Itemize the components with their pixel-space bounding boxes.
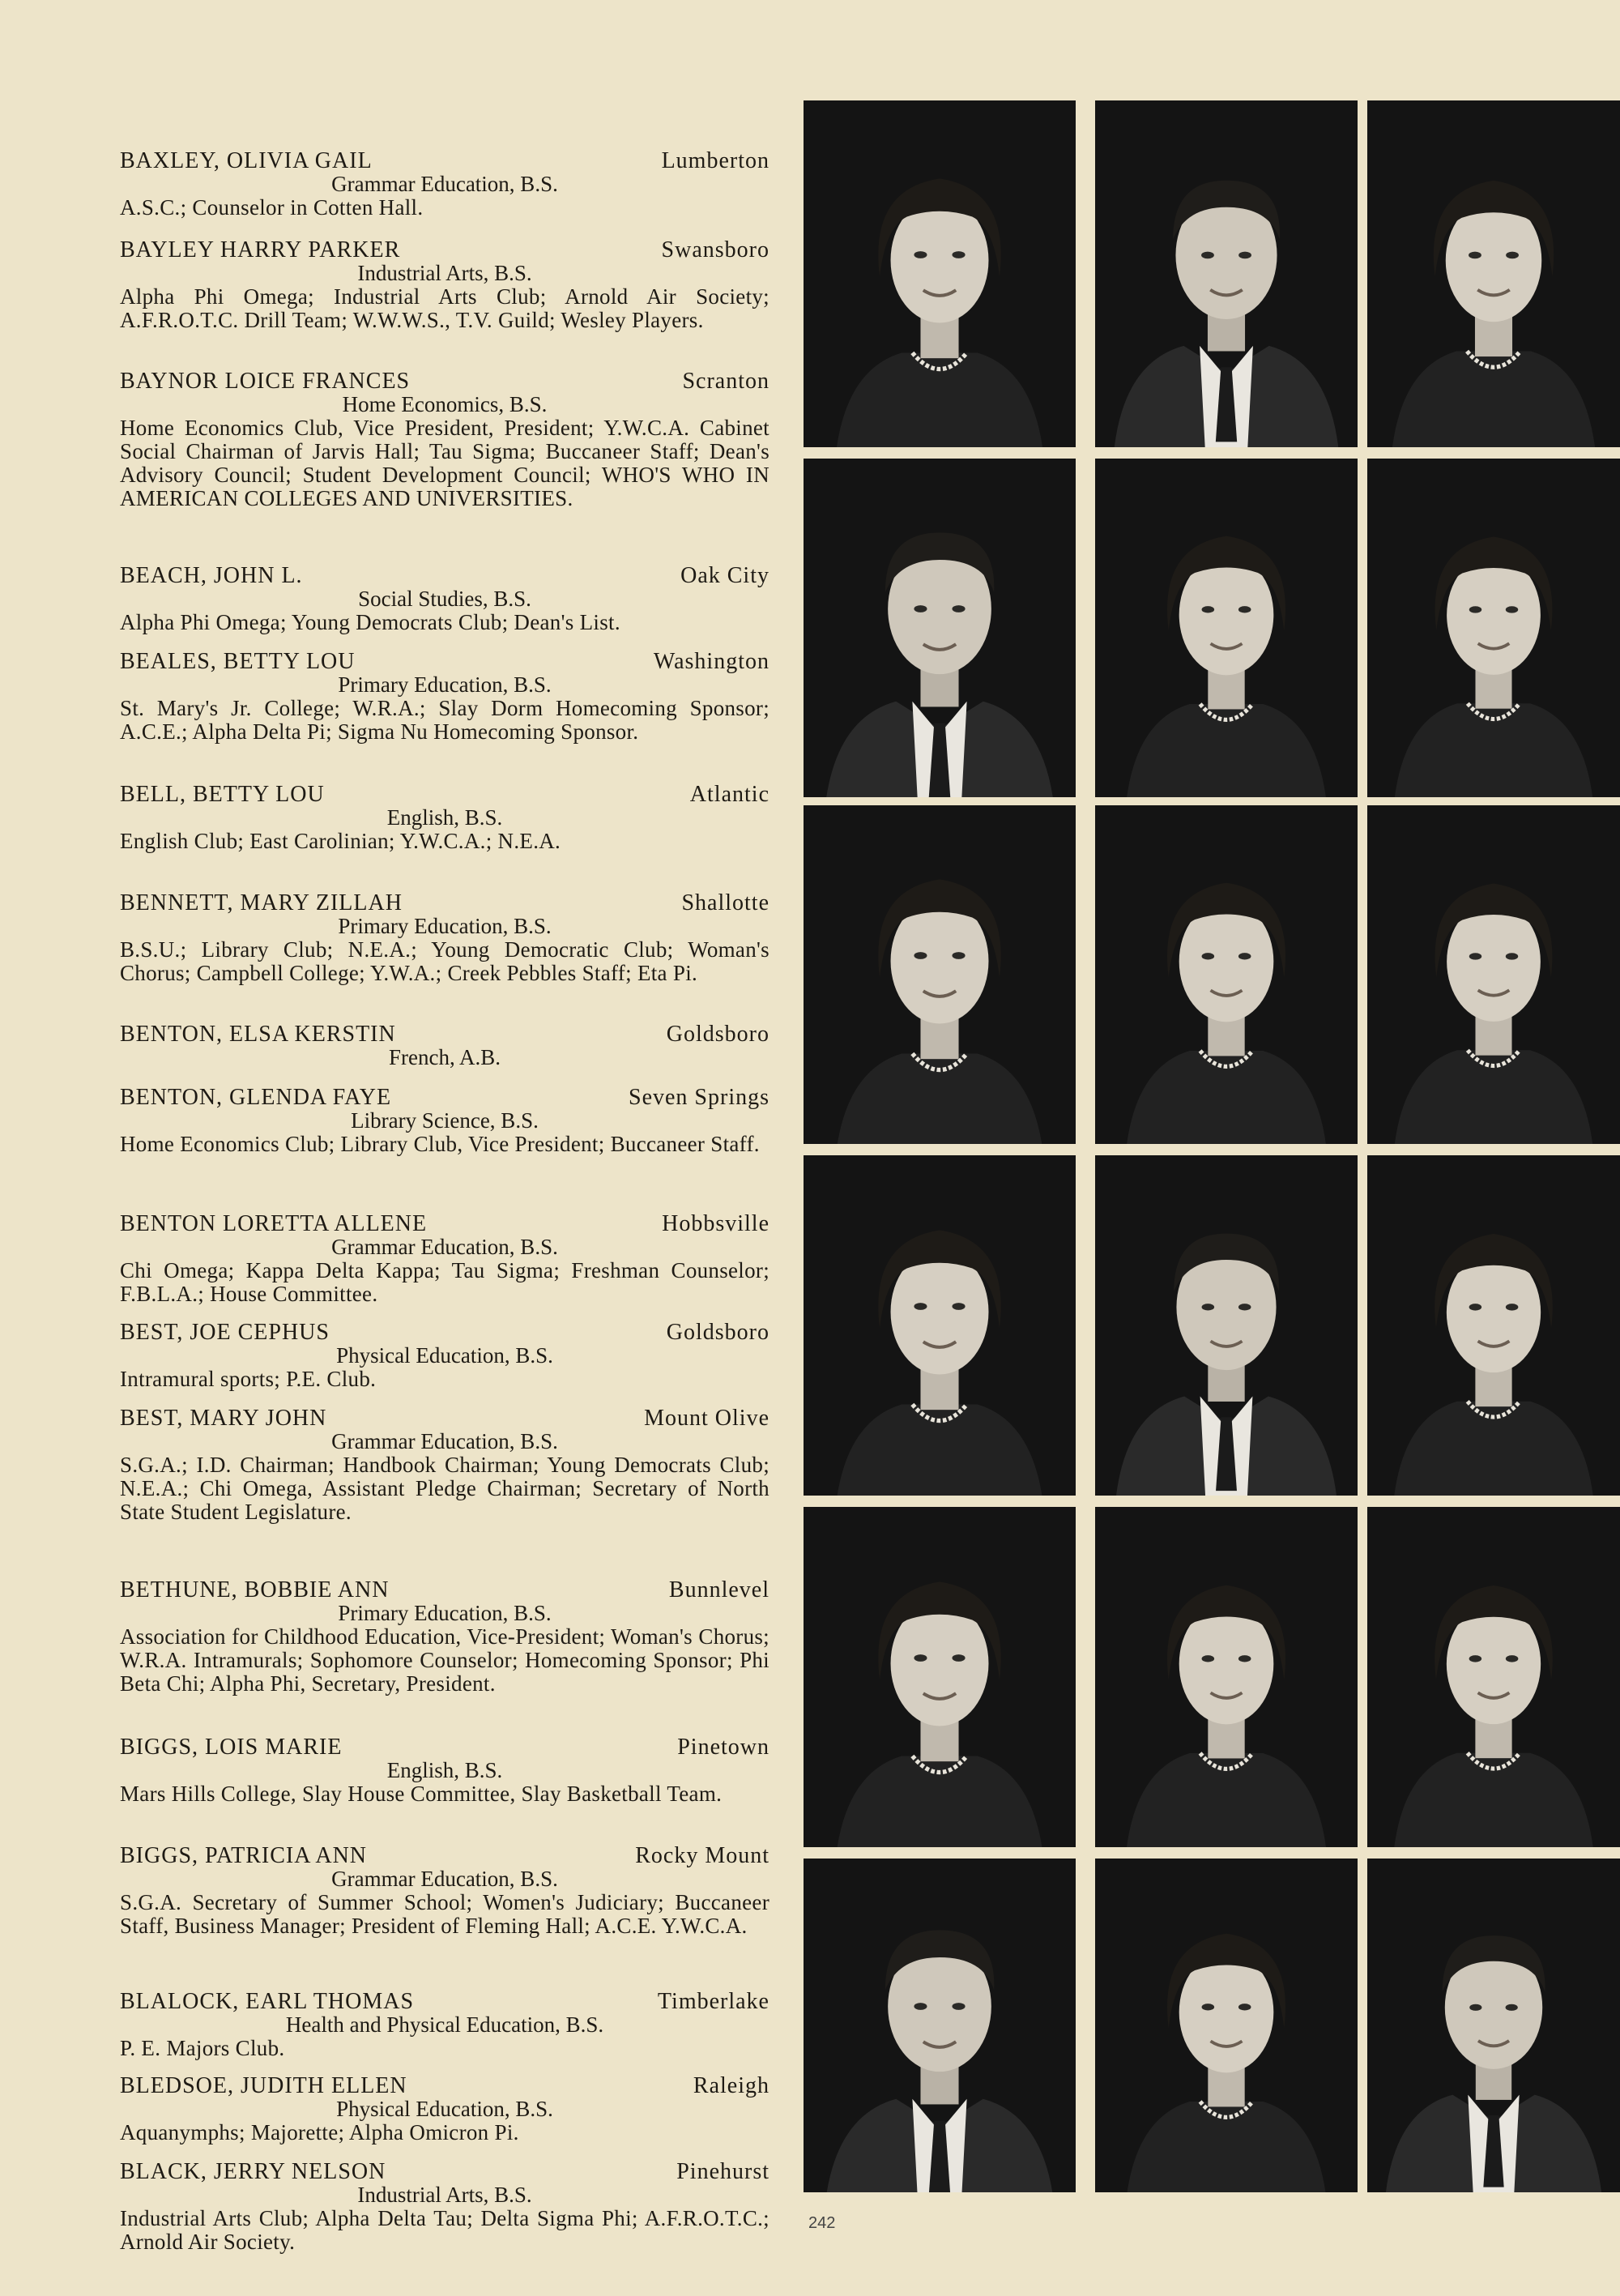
student-degree: Grammar Education, B.S.	[331, 1429, 558, 1453]
student-degree: Library Science, B.S.	[351, 1108, 539, 1133]
student-activities: Home Economics Club; Library Club, Vice President; Buccaneer Staff.	[120, 1132, 760, 1156]
student-portrait	[1095, 805, 1358, 1144]
student-entry	[120, 2160, 770, 2254]
student-hometown: Rocky Mount	[635, 1843, 770, 1868]
student-entry	[120, 1321, 770, 1391]
student-name: BEACH, JOHN L.	[120, 563, 303, 588]
student-entry	[120, 650, 770, 744]
student-name: BLACK, JERRY NELSON	[120, 2159, 386, 2184]
student-name: BAXLEY, OLIVIA GAIL	[120, 148, 373, 173]
student-entry	[120, 2074, 770, 2144]
student-degree: Grammar Education, B.S.	[331, 172, 558, 196]
student-portrait	[804, 1155, 1076, 1496]
student-entry	[120, 1212, 770, 1306]
student-hometown: Pinetown	[677, 1735, 770, 1760]
student-hometown: Pinehurst	[676, 2159, 770, 2184]
student-hometown: Lumberton	[661, 148, 770, 173]
student-portrait	[1367, 1155, 1620, 1496]
student-entry	[120, 1022, 770, 1069]
student-hometown: Hobbsville	[662, 1211, 770, 1236]
student-name: BAYNOR LOICE FRANCES	[120, 369, 411, 394]
student-hometown: Washington	[653, 649, 770, 674]
student-degree: Primary Education, B.S.	[338, 1601, 552, 1625]
student-activities: Chi Omega; Kappa Delta Kappa; Tau Sigma; Freshman Counselor; F.B.L.A.; House Committee.	[120, 1258, 770, 1306]
student-name: BETHUNE, BOBBIE ANN	[120, 1577, 390, 1603]
student-portrait	[1367, 1507, 1620, 1847]
student-activities: Aquanymphs; Majorette; Alpha Omicron Pi.	[120, 2120, 519, 2144]
student-name: BENTON, ELSA KERSTIN	[120, 1022, 396, 1047]
student-hometown: Swansboro	[661, 237, 770, 262]
student-activities: English Club; East Carolinian; Y.W.C.A.; N.E.A.	[120, 829, 561, 853]
student-activities: Association for Childhood Education, Vice-President; Woman's Chorus; W.R.A. Intramurals; Sophomore Counselor; Homecoming Sponsor; Phi Beta Chi; Alpha Phi, Secretary, President.	[120, 1624, 770, 1696]
student-degree: English, B.S.	[386, 1758, 503, 1782]
student-degree: Primary Education, B.S.	[338, 672, 552, 697]
student-entry	[120, 149, 770, 220]
student-activities: Mars Hills College, Slay House Committee, Slay Basketball Team.	[120, 1782, 723, 1806]
student-portrait	[804, 805, 1076, 1144]
student-degree: Industrial Arts, B.S.	[357, 261, 532, 285]
student-activities: A.S.C.; Counselor in Cotten Hall.	[120, 195, 424, 220]
student-degree: Physical Education, B.S.	[336, 1343, 553, 1368]
student-entry	[120, 891, 770, 985]
student-portrait	[804, 100, 1076, 447]
student-portrait	[804, 1507, 1076, 1847]
student-name: BLEDSOE, JUDITH ELLEN	[120, 2073, 407, 2098]
student-portrait	[1095, 100, 1358, 447]
student-activities: St. Mary's Jr. College; W.R.A.; Slay Dorm Homecoming Sponsor; A.C.E.; Alpha Delta Pi; Sigma Nu Homecoming Sponsor.	[120, 696, 770, 744]
student-degree: Primary Education, B.S.	[338, 914, 552, 938]
student-portrait	[1095, 1507, 1358, 1847]
student-name: BLALOCK, EARL THOMAS	[120, 1989, 415, 2014]
student-activities: Home Economics Club, Vice President, President; Y.W.C.A. Cabinet Social Chairman of Jarvis Hall; Tau Sigma; Buccaneer Staff; Dean's Advisory Council; Student Development Council; WHO'S WHO IN AMERICAN COLLEGES AND UNIVERSITIES.	[120, 416, 770, 510]
student-portrait	[1095, 1859, 1358, 2192]
student-hometown: Bunnlevel	[668, 1577, 770, 1603]
student-activities: S.G.A. Secretary of Summer School; Women's Judiciary; Buccaneer Staff, Business Manager; President of Fleming Hall; A.C.E. Y.W.C.A.	[120, 1890, 770, 1938]
student-hometown: Atlantic	[689, 782, 770, 807]
student-portrait	[1367, 805, 1620, 1144]
student-entry	[120, 1406, 770, 1524]
student-activities: Alpha Phi Omega; Industrial Arts Club; Arnold Air Society; A.F.R.O.T.C. Drill Team; W.W.W.S., T.V. Guild; Wesley Players.	[120, 284, 770, 332]
student-activities: S.G.A.; I.D. Chairman; Handbook Chairman; Young Democrats Club; N.E.A.; Chi Omega, Assistant Pledge Chairman; Secretary of North State Student Legislature.	[120, 1453, 770, 1524]
student-name: BEST, JOE CEPHUS	[120, 1320, 330, 1345]
student-name: BENTON, GLENDA FAYE	[120, 1085, 392, 1110]
student-hometown: Shallotte	[681, 890, 770, 915]
student-hometown: Timberlake	[657, 1989, 770, 2014]
student-hometown: Scranton	[682, 369, 770, 394]
student-entry	[120, 1578, 770, 1696]
portrait-grid	[800, 97, 1620, 2196]
student-activities: Alpha Phi Omega; Young Democrats Club; Dean's List.	[120, 610, 620, 634]
student-portrait	[804, 1859, 1076, 2192]
student-name: BAYLEY HARRY PARKER	[120, 237, 401, 262]
student-degree: Grammar Education, B.S.	[331, 1867, 558, 1891]
student-portrait	[1095, 459, 1358, 797]
student-degree: Social Studies, B.S.	[358, 587, 531, 611]
student-degree: Industrial Arts, B.S.	[357, 2183, 532, 2207]
student-degree: Grammar Education, B.S.	[331, 1235, 558, 1259]
student-degree: Health and Physical Education, B.S.	[285, 2012, 604, 2037]
student-entry	[120, 783, 770, 853]
student-name: BENTON LORETTA ALLENE	[120, 1211, 428, 1236]
student-entry	[120, 1844, 770, 1938]
student-entry	[120, 369, 770, 510]
student-portrait	[1367, 459, 1620, 797]
student-hometown: Mount Olive	[644, 1406, 770, 1431]
student-name: BELL, BETTY LOU	[120, 782, 325, 807]
student-hometown: Goldsboro	[666, 1022, 770, 1047]
student-entry	[120, 564, 770, 634]
student-degree: French, A.B.	[389, 1045, 501, 1069]
student-portrait	[1095, 1155, 1358, 1496]
student-activities: B.S.U.; Library Club; N.E.A.; Young Democratic Club; Woman's Chorus; Campbell College; Y.W.A.; Creek Pebbles Staff; Eta Pi.	[120, 937, 770, 985]
student-portrait	[1367, 1859, 1620, 2192]
student-activities: P. E. Majors Club.	[120, 2036, 285, 2060]
student-degree: Home Economics, B.S.	[342, 392, 548, 416]
student-entry	[120, 238, 770, 332]
student-hometown: Oak City	[680, 563, 770, 588]
student-hometown: Seven Springs	[629, 1085, 770, 1110]
student-entry	[120, 1735, 770, 1806]
student-degree: Physical Education, B.S.	[336, 2097, 553, 2121]
student-hometown: Raleigh	[693, 2073, 770, 2098]
student-name: BIGGS, PATRICIA ANN	[120, 1843, 368, 1868]
student-hometown: Goldsboro	[666, 1320, 770, 1345]
student-entry	[120, 1990, 770, 2060]
student-name: BEALES, BETTY LOU	[120, 649, 356, 674]
student-name: BEST, MARY JOHN	[120, 1406, 327, 1431]
student-name: BENNETT, MARY ZILLAH	[120, 890, 403, 915]
page-number: 242	[808, 2214, 836, 2232]
student-activities: Intramural sports; P.E. Club.	[120, 1367, 377, 1391]
student-portrait	[804, 459, 1076, 797]
student-degree: English, B.S.	[386, 805, 503, 830]
student-name: BIGGS, LOIS MARIE	[120, 1735, 343, 1760]
student-portrait	[1367, 100, 1620, 447]
student-activities: Industrial Arts Club; Alpha Delta Tau; Delta Sigma Phi; A.F.R.O.T.C.; Arnold Air Society.	[120, 2206, 770, 2254]
student-entry	[120, 1086, 770, 1156]
